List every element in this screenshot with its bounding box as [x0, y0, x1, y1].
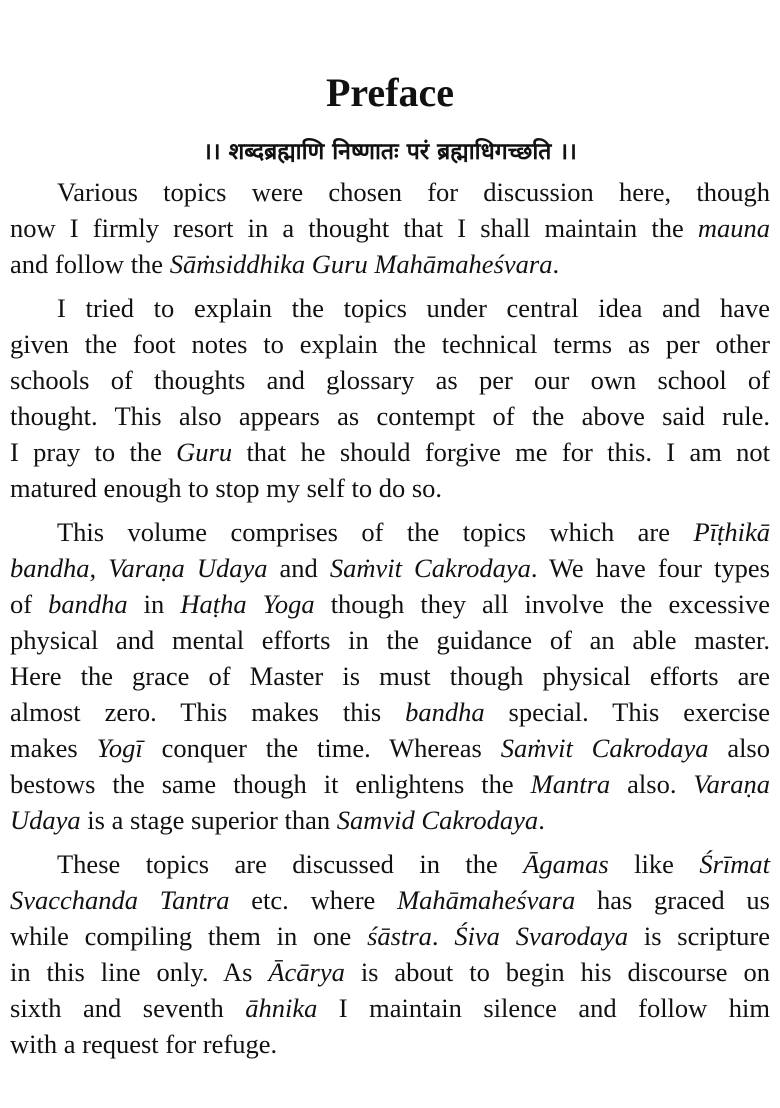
text-line [10, 918, 770, 954]
italic-term: mauna [697, 213, 770, 243]
italic-term: Svacchanda Tantra [10, 885, 230, 915]
text-line [10, 694, 770, 730]
text-segment: though they all involve the excessive [314, 589, 770, 619]
italic-term: śāstra [367, 921, 432, 951]
italic-term: bandha [48, 589, 128, 619]
italic-term: Ācārya [268, 957, 345, 987]
text-line [10, 658, 770, 694]
text-segment: This volume comprises of the topics which are [57, 517, 694, 547]
text-segment: etc. where [229, 885, 398, 915]
text-line [10, 210, 770, 246]
text-segment: is scripture [628, 921, 771, 951]
text-segment: physical and mental efforts in the guidance of an able master. [10, 625, 770, 655]
text-line [10, 730, 770, 766]
text-line [10, 326, 770, 362]
text-line [10, 514, 770, 550]
text-segment: thought. This also appears as contempt of the above said rule. [10, 401, 770, 431]
text-segment: in [127, 589, 181, 619]
text-segment: . [431, 921, 455, 951]
italic-term: Saṁvit Cakrodaya [500, 733, 709, 763]
text-segment: sixth and seventh [10, 993, 246, 1023]
italic-term: Śiva Svarodaya [454, 921, 629, 951]
text-segment: also. [610, 769, 694, 799]
text-segment: is a stage superior than [80, 805, 337, 835]
preface-body [10, 174, 770, 1070]
text-segment: I pray to the [10, 437, 177, 467]
text-segment: I tried to explain the topics under central idea and have [57, 293, 770, 323]
italic-term: bandha [405, 697, 485, 727]
text-segment: of [10, 589, 49, 619]
paragraph [10, 174, 770, 282]
text-segment: and [267, 553, 330, 583]
text-segment: conquer the time. Whereas [142, 733, 501, 763]
italic-term: Yogī [96, 733, 143, 763]
text-line [10, 246, 770, 282]
italic-term: Mantra [530, 769, 611, 799]
italic-term: Mahāmaheśvara [397, 885, 576, 915]
paragraph [10, 290, 770, 506]
text-segment: Here the grace of Master is must though physical efforts are [10, 661, 770, 691]
text-segment: while compiling them in one [10, 921, 368, 951]
text-segment: I maintain silence and follow him [317, 993, 771, 1023]
paragraph [10, 514, 770, 838]
text-line [10, 290, 770, 326]
text-segment: in this line only. As [10, 957, 269, 987]
italic-term: Āgamas [523, 849, 609, 879]
text-segment: bestows the same though it enlightens the [10, 769, 531, 799]
italic-term: Guru [176, 437, 233, 467]
text-line [10, 362, 770, 398]
text-segment: given the foot notes to explain the technical terms as per other [10, 329, 770, 359]
text-segment: matured enough to stop my self to do so. [10, 473, 443, 503]
italic-term: Śrīmat [699, 849, 770, 879]
text-segment: also [708, 733, 770, 763]
text-segment: that he should forgive me for this. I am not [232, 437, 771, 467]
text-segment: almost zero. This makes this [10, 697, 406, 727]
text-line [10, 174, 770, 210]
text-line [10, 1026, 770, 1062]
text-segment: These topics are discussed in the [57, 849, 524, 879]
italic-term: Pīṭhikā [693, 517, 770, 547]
text-segment: like [608, 849, 700, 879]
italic-term: Samvid Cakrodaya [336, 805, 539, 835]
italic-term: Udaya [10, 805, 81, 835]
text-line [10, 882, 770, 918]
text-segment: makes [10, 733, 97, 763]
text-line [10, 766, 770, 802]
italic-term: Saṁvit Cakrodaya [329, 553, 531, 583]
text-line [10, 846, 770, 882]
italic-term: Haṭha Yoga [180, 589, 315, 619]
text-line [10, 470, 770, 506]
text-segment: has graced us [575, 885, 770, 915]
italic-term: āhnika [245, 993, 318, 1023]
text-line [10, 586, 770, 622]
page-title: Preface [325, 69, 455, 115]
italic-term: Sāṁsiddhika Guru Mahāmaheśvara [169, 249, 553, 279]
text-line [10, 622, 770, 658]
italic-term: Varaṇa [693, 769, 770, 799]
text-line [10, 434, 770, 470]
text-line [10, 802, 770, 838]
text-segment: . [552, 249, 560, 279]
text-line [10, 990, 770, 1026]
sanskrit-invocation: ।। शब्दब्रह्माणि निष्णातः परं ब्रह्माधिगच्छति ।। [203, 139, 577, 165]
paragraph [10, 846, 770, 1062]
text-segment: . [538, 805, 545, 835]
text-segment: Various topics were chosen for discussion here, though [57, 177, 770, 207]
text-line [10, 954, 770, 990]
text-segment: . We have four types [530, 553, 770, 583]
text-segment: schools of thoughts and glossary as per our own school of [10, 365, 770, 395]
text-line [10, 550, 770, 586]
text-segment: and follow the [10, 249, 170, 279]
italic-term: bandha, Varaṇa Udaya [10, 553, 268, 583]
text-segment: is about to begin his discourse on [344, 957, 770, 987]
text-segment: with a request for refuge. [10, 1029, 278, 1059]
text-line [10, 398, 770, 434]
text-segment: now I firmly resort in a thought that I shall maintain the [10, 213, 698, 243]
text-segment: special. This exercise [484, 697, 770, 727]
